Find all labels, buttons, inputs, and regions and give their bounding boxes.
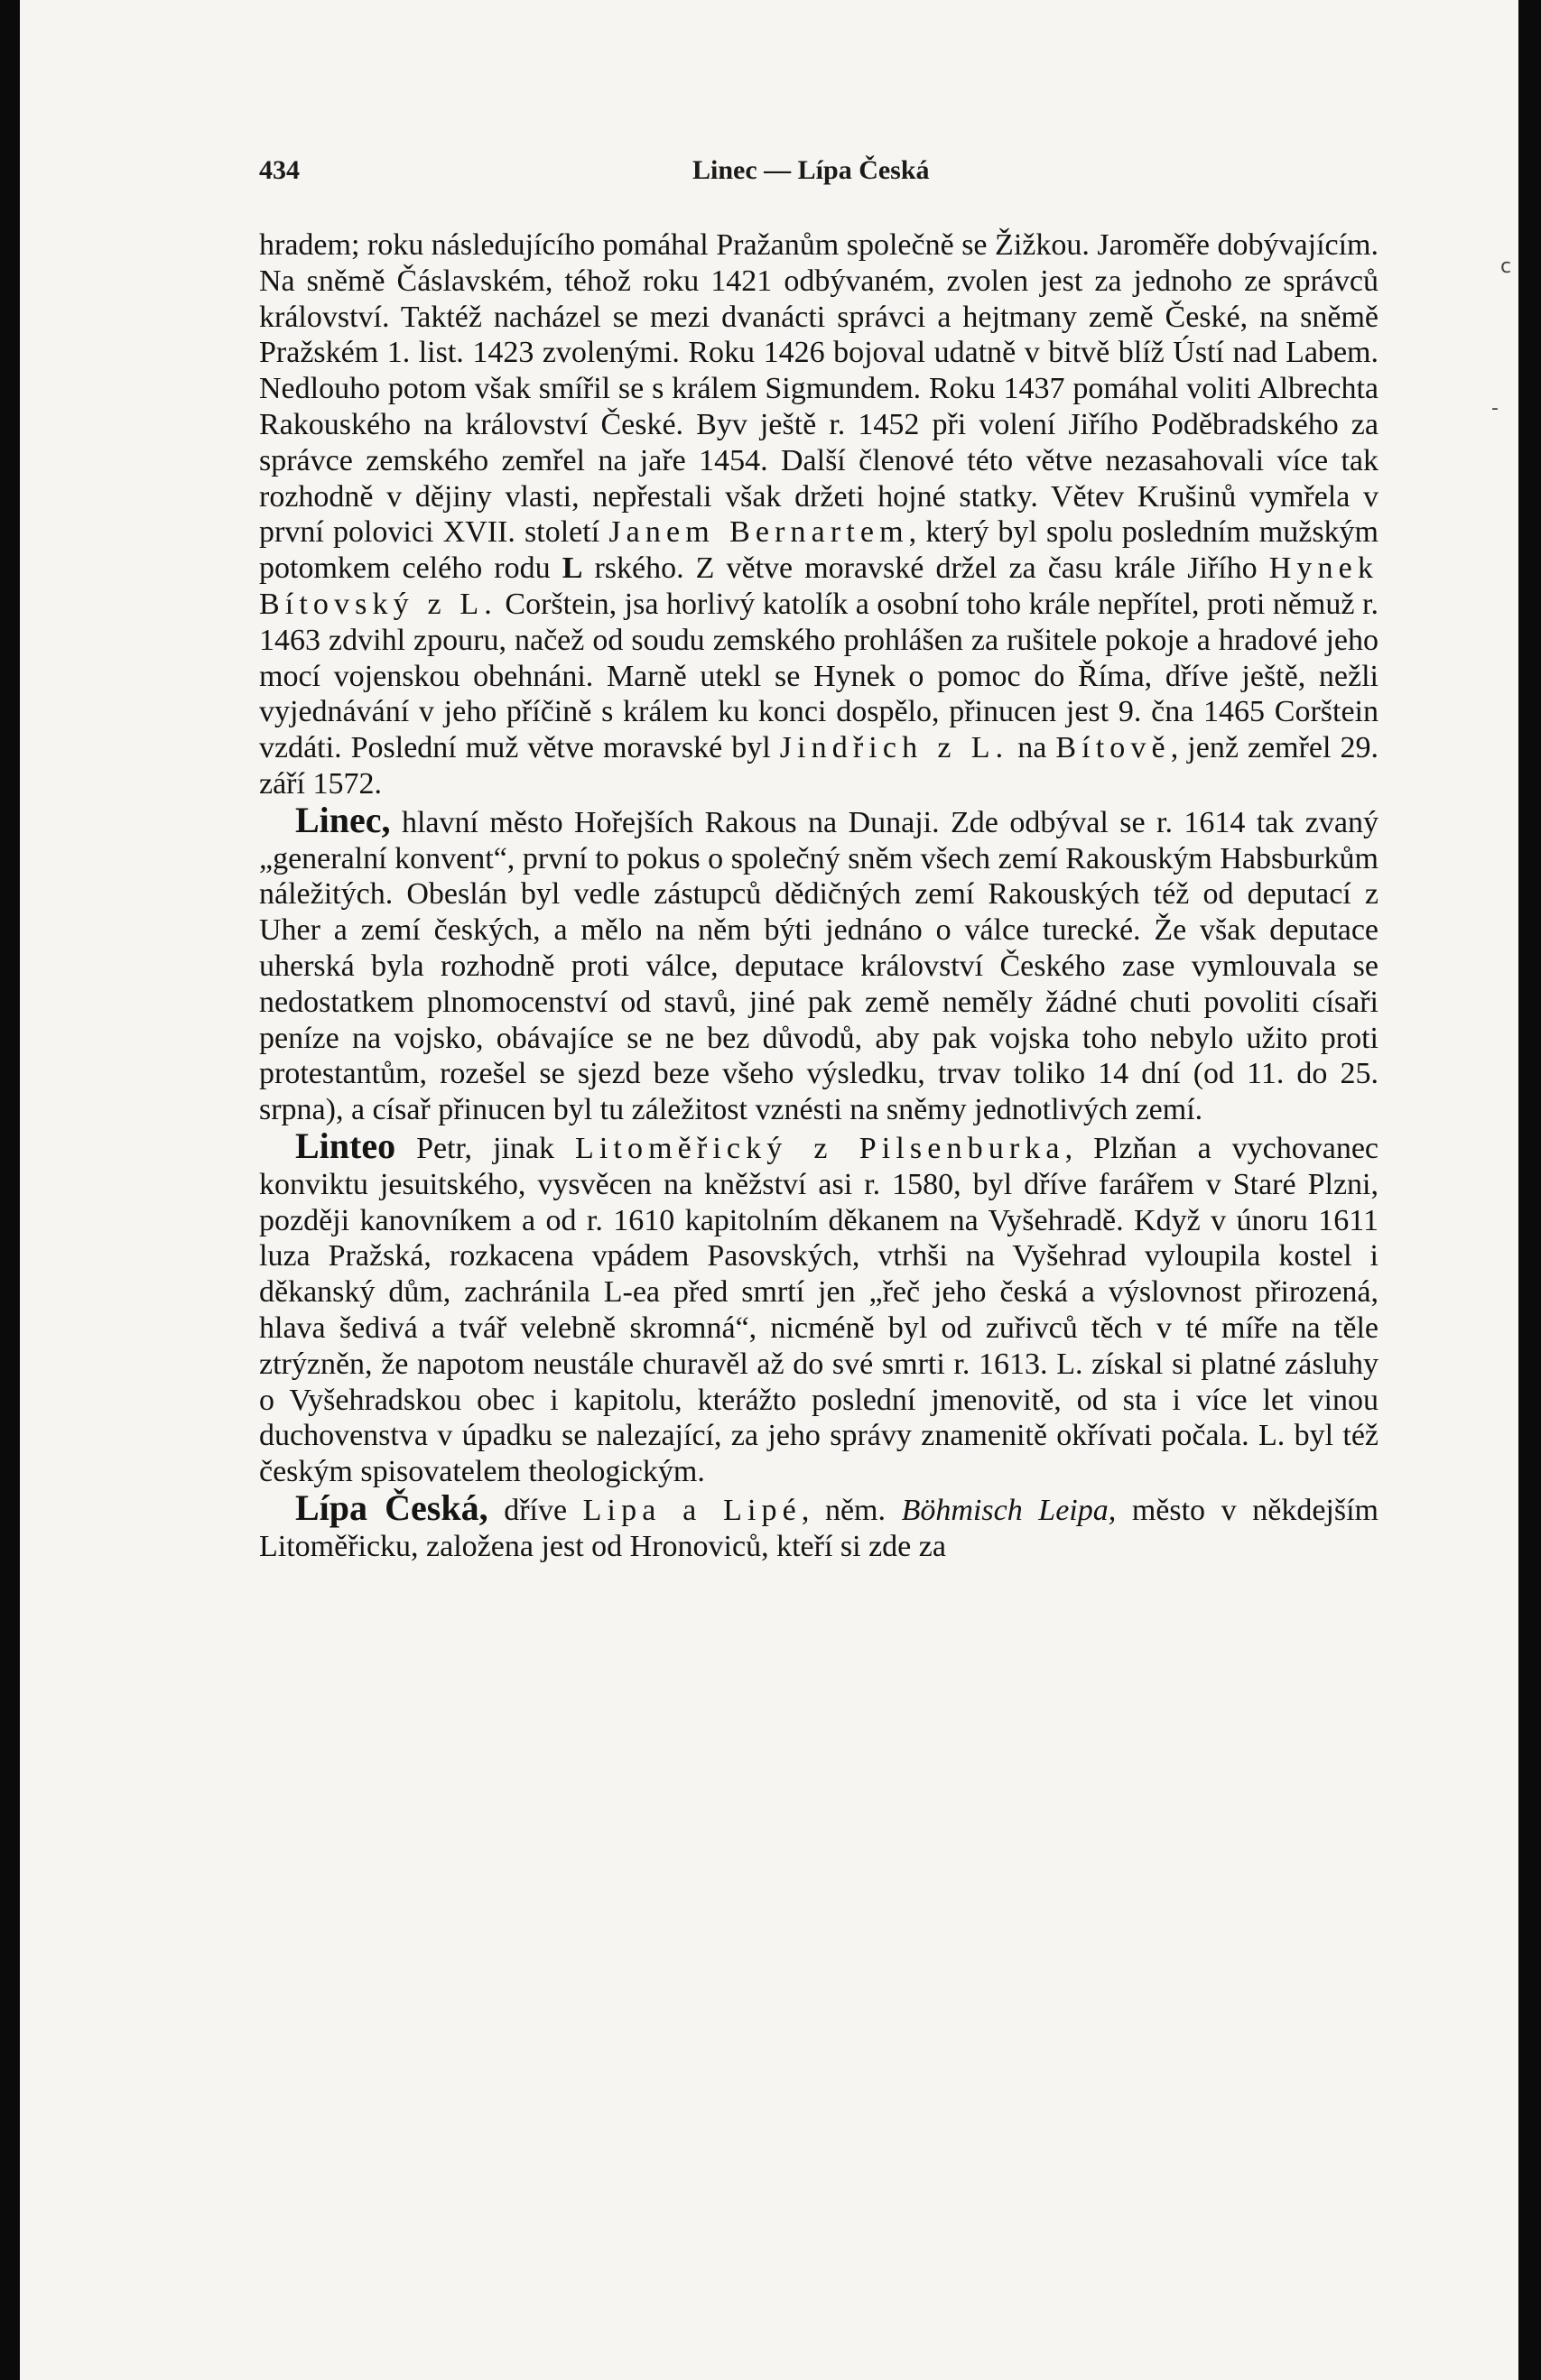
- entry-linec: Linec, hlavní město Hořejších Rakous na Dunaji. Zde odbýval se r. 1614 tak zvaný „generalní konvent“, první to pokus o společný sněm všech zemí Rakouským Habsburkům náležitých. Obeslán byl vedle zástupců dědičných zemí Rakouských též od deputací z Uher a zemí českých, a mělo na něm býti jednáno o válce turecké. Že však deputace uherská byla rozhodně proti válce, deputace království Českého zase vymlouvala se nedostatkem plnomocenství od stavů, jiné pak země neměly žádné chuti povoliti císaři peníze na vojsko, obávajíce se ne bez důvodů, aby pak vojska toho nebylo užito proti protestantům, rozešel se sjezd beze všeho výsledku, trvav toliko 14 dní (od 11. do 25. srpna), a císař přinucen byl tu záležitost vznésti na sněmy jednotlivých zemí.: [259, 799, 1379, 1127]
- person-name: Janem Bernartem: [608, 515, 909, 550]
- german-name: Böhmisch Leipa,: [901, 1493, 1117, 1527]
- page-header: [259, 155, 1379, 191]
- entry-linteo: Linteo Petr, jinak Litoměřický z Pilsenburka, Plzňan a vychovanec konviktu jesuitského, vysvěcen na kněžství asi r. 1580, byl dříve farářem v Staré Plzni, později kanovníkem a od r. 1610 kapitolním děkanem na Vyšehradě. Když v únoru 1611 luza Pražská, rozkacena vpádem Pasovských, vtrhši na Vyšehrad vyloupila kostel i děkanský dům, zachránila L-ea před smrtí jen „řeč jeho česká a výslovnost přirozená, hlava šedivá a tvář velebně skromná“, nicméně byl od zuřivců těch v té míře na těle ztrýzněn, že napotom neustále churavěl až do své smrti r. 1613. L. získal si platné zásluhy o Vyšehradskou obec i kapitolu, kterážto poslední jmenovitě, od sta i více let vinou duchovenstva v úpadku se nalezající, za jeho správy znamenitě okřívati počala. L. byl též českým spisovatelem theologickým.: [259, 1125, 1379, 1489]
- article-body: [259, 227, 1379, 1564]
- entry-lipa-ceska: Lípa Česká, dříve Lipa a Lipé, něm. Böhmisch Leipa, město v někdejším Litoměřicku, založena jest od Hronoviců, kteří si zde za: [259, 1486, 1379, 1563]
- margin-mark: -: [1491, 397, 1499, 420]
- continuation-paragraph: hradem; roku následujícího pomáhal Pražanům společně se Žižkou. Jaroměře dobývajícím. Na sněmě Čáslavském, téhož roku 1421 odbývaném, zvolen jest za jednoho ze správců království. Taktéž nacházel se mezi dvanácti správci a hejtmany země České, na sněmě Pražském 1. list. 1423 zvolenými. Roku 1426 bojoval udatně v bitvě blíž Ústí nad Labem. Nedlouho potom však smířil se s králem Sigmundem. Roku 1437 pomáhal voliti Albrechta Rakouského na království České. Byv ještě r. 1452 při volení Jiřího Poděbradského za správce zemského zemřel na jaře 1454. Další členové této větve nezasahovali více tak rozhodně v dějiny vlasti, nepřestali však držeti hojné statky. Větev Krušinů vymřela v první polovici XVII. století Janem Bernartem, který byl spolu posledním mužským potomkem celého rodu L rského. Z větve moravské držel za času krále Jiřího Hynek Bítovský z L. Corštein, jsa horlivý katolík a osobní toho krále nepřítel, proti němuž r. 1463 zdvihl zpouru, načež od soudu zemského prohlášen za rušitele pokoje a hradové jeho mocí vojenskou obehnáni. Marně utekl se Hynek o pomoc do Říma, dříve ještě, nežli vyjednávání v jeho příčině s králem ku konci dospělo, přinucen jest 9. čna 1465 Corštein vzdáti. Poslední muž větve moravské byl Jindřich z L. na Bítově, jenž zemřel 29. září 1572.: [259, 228, 1379, 801]
- person-name: Hynek Bítovský z L.: [259, 551, 1379, 621]
- page-number: 434: [259, 155, 300, 185]
- abbreviation: L: [562, 551, 583, 586]
- person-name: Litoměřický z Pilsenburka: [574, 1131, 1065, 1165]
- headword: Linteo: [295, 1125, 396, 1166]
- headword: Lípa Česká,: [295, 1486, 488, 1528]
- margin-mark: c: [1500, 255, 1512, 278]
- headword: Linec,: [295, 799, 391, 840]
- page: [20, 0, 1518, 2380]
- place-name: Lipa a Lipé: [582, 1493, 802, 1527]
- running-head: Linec — Lípa Česká: [692, 155, 930, 185]
- place-name: Bítově: [1055, 731, 1171, 765]
- person-name: Jindřich z L.: [779, 731, 1009, 765]
